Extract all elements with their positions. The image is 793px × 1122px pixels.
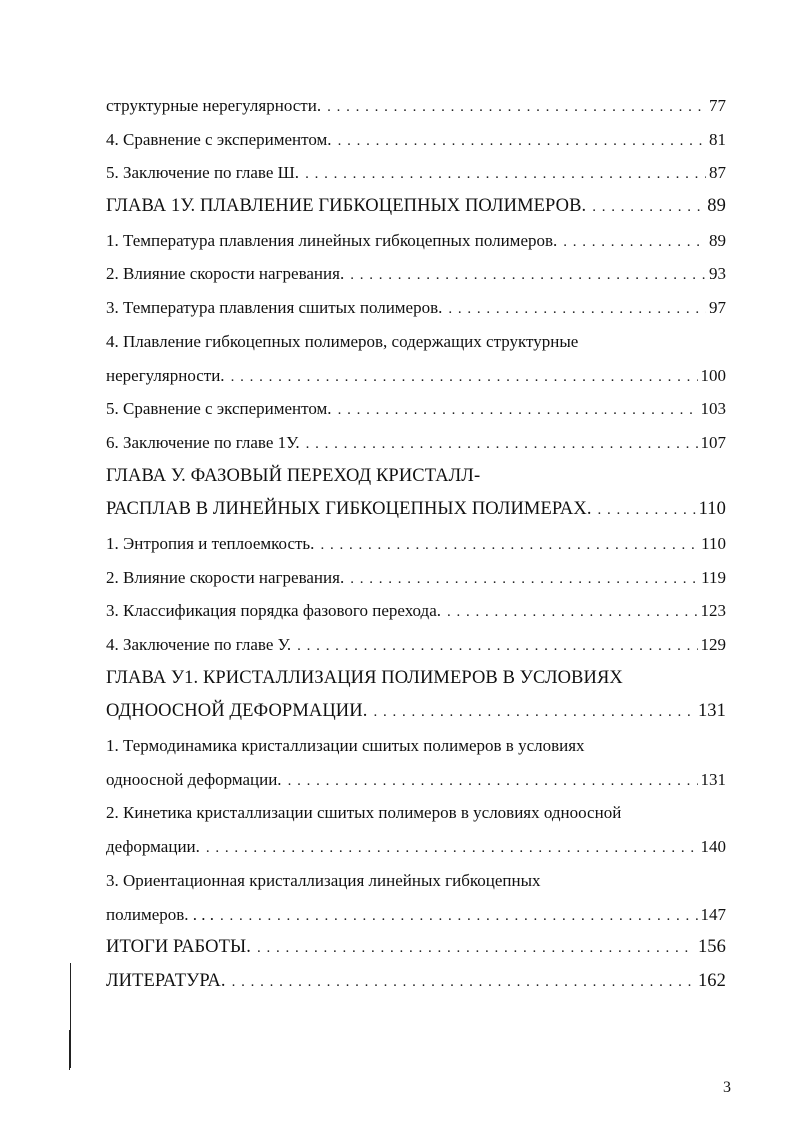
toc-entry-line	[106, 864, 726, 898]
toc-entry-page: 110	[701, 533, 726, 553]
toc-entry-label: 4. Заключение по главе У.	[106, 635, 292, 654]
page-number: 3	[723, 1079, 731, 1096]
toc-entry-page: 103	[700, 399, 726, 419]
toc-entry-page: 131	[697, 701, 726, 722]
toc-entry-page: 119	[701, 567, 726, 587]
dot-leader	[305, 158, 706, 192]
toc-entry-page: 156	[697, 937, 726, 958]
toc-entry-line	[106, 561, 726, 595]
toc-entry-line	[106, 359, 726, 393]
toc-entry-label: структурные нерегулярности.	[106, 96, 322, 115]
toc-entry-label: одноосной деформации.	[106, 769, 282, 789]
toc-entry-label: ЛИТЕРАТУРА.	[106, 970, 226, 991]
dot-leader	[327, 91, 706, 125]
toc-entry-label: 2. Влияние скорости нагревания.	[106, 264, 345, 284]
toc-entry-page: 162	[697, 970, 726, 991]
toc-entry-line	[106, 325, 726, 359]
toc-entry-line	[106, 257, 726, 291]
table-of-contents	[106, 89, 726, 999]
toc-entry-label: 3. Классификация порядка фазового перехода.	[106, 601, 442, 621]
toc-entry-line	[106, 830, 726, 864]
dot-leader	[288, 765, 698, 799]
toc-entry-line	[106, 527, 726, 561]
dot-leader	[598, 494, 696, 528]
toc-entry-page: 123	[700, 601, 726, 621]
toc-entry-page: 81	[709, 129, 726, 149]
toc-entry-label: ИТОГИ РАБОТЫ.	[106, 937, 251, 958]
toc-entry-page: 77	[709, 96, 726, 115]
dot-leader	[448, 293, 706, 327]
toc-entry-label: 6. Заключение по главе 1У.	[106, 432, 300, 452]
toc-entry-page: 110	[698, 499, 726, 520]
toc-chapter-line	[106, 931, 726, 965]
toc-entry-label: 4. Плавление гибкоцепных полимеров, содержащих структурные	[106, 331, 579, 351]
toc-entry-label: 3. Температура плавления сшитых полимеров.	[106, 298, 443, 318]
dot-leader	[257, 932, 695, 966]
toc-entry-page: 89	[707, 196, 726, 217]
toc-entry-page: 89	[709, 230, 726, 250]
toc-entry-label: 1. Температура плавления линейных гибкоцепных полимеров.	[106, 230, 558, 250]
margin-rule-lower	[69, 1030, 70, 1070]
dot-leader	[231, 361, 698, 395]
toc-entry-page: 100	[700, 365, 726, 385]
dot-leader	[338, 394, 698, 428]
toc-entry-label: полимеров. . . .	[106, 904, 215, 924]
toc-entry-label: ГЛАВА 1У. ПЛАВЛЕНИЕ ГИБКОЦЕПНЫХ ПОЛИМЕРОВ.	[106, 196, 587, 217]
toc-entry-line	[106, 729, 726, 763]
toc-entry-line	[106, 594, 726, 628]
toc-entry-line	[106, 426, 726, 460]
dot-leader	[563, 226, 706, 260]
toc-chapter-line	[106, 965, 726, 999]
toc-entry-label: 5. Сравнение с экспериментом.	[106, 399, 332, 419]
toc-entry-label: 1. Термодинамика кристаллизации сшитых полимеров в условиях	[106, 736, 585, 756]
toc-entry-page: 97	[709, 298, 726, 318]
toc-entry-label: 3. Ориентационная кристаллизация линейных гибкоцепных	[106, 870, 541, 890]
toc-entry-page: 93	[709, 264, 726, 284]
toc-entry-line	[106, 224, 726, 258]
toc-entry-label: нерегулярности.	[106, 365, 225, 385]
toc-chapter-line	[106, 662, 726, 696]
dot-leader	[338, 125, 706, 159]
toc-entry-page: 87	[709, 163, 726, 183]
toc-entry-label: 5. Заключение по главе Ш.	[106, 163, 300, 183]
dot-leader	[206, 832, 698, 866]
toc-entry-label: ГЛАВА У. ФАЗОВЫЙ ПЕРЕХОД КРИСТАЛЛ-	[106, 465, 481, 486]
toc-entry-line	[106, 291, 726, 325]
dot-leader	[447, 596, 697, 630]
toc-chapter-line	[106, 695, 726, 729]
dot-leader	[297, 630, 697, 664]
toc-entry-page: 147	[700, 904, 726, 924]
toc-entry-label: ОДНООСНОЙ ДЕФОРМАЦИИ.	[106, 701, 368, 722]
dot-leader	[350, 259, 706, 293]
toc-entry-line	[106, 628, 726, 662]
toc-entry-page: 129	[700, 635, 726, 654]
dot-leader	[320, 529, 698, 563]
dot-leader	[592, 191, 704, 225]
toc-entry-label: 4. Сравнение с экспериментом.	[106, 129, 332, 149]
dot-leader	[220, 900, 697, 934]
toc-entry-label: 1. Энтропия и теплоемкость.	[106, 533, 315, 553]
toc-entry-page: 107	[700, 432, 726, 452]
toc-entry-line	[106, 392, 726, 426]
toc-entry-line	[106, 898, 726, 932]
toc-entry-label: РАСПЛАВ В ЛИНЕЙНЫХ ГИБКОЦЕПНЫХ ПОЛИМЕРАХ.	[106, 499, 592, 520]
toc-chapter-line	[106, 493, 726, 527]
toc-entry-line	[106, 763, 726, 797]
dot-leader	[306, 428, 698, 462]
dot-leader	[350, 563, 698, 597]
toc-chapter-line	[106, 460, 726, 494]
toc-entry-label: 2. Кинетика кристаллизации сшитых полимеров в условиях одноосной	[106, 803, 622, 823]
toc-entry-label: 2. Влияние скорости нагревания.	[106, 567, 345, 587]
toc-entry-label: ГЛАВА У1. КРИСТАЛЛИЗАЦИЯ ПОЛИМЕРОВ В УСЛОВИЯХ	[106, 667, 623, 688]
toc-entry-line	[106, 156, 726, 190]
toc-entry-line	[106, 89, 726, 123]
dot-leader	[373, 696, 695, 730]
toc-entry-page: 140	[700, 837, 726, 857]
toc-chapter-line	[106, 190, 726, 224]
toc-entry-label: деформации.	[106, 837, 200, 857]
toc-entry-page: 131	[700, 769, 726, 789]
dot-leader	[232, 966, 695, 1000]
toc-entry-line	[106, 123, 726, 157]
toc-entry-line	[106, 796, 726, 830]
